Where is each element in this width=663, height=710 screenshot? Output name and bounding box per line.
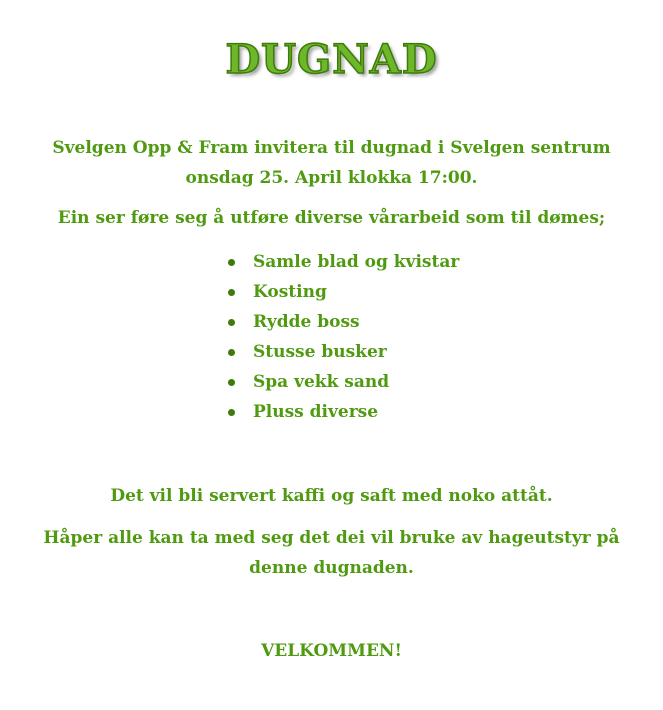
tasks-lead-text: Ein ser føre seg å utføre diverse vårarbeid som til dømes;	[57, 208, 606, 228]
equipment-text	[0, 523, 663, 583]
page-title: DUGNAD	[225, 36, 438, 83]
bullet-icon	[228, 349, 235, 356]
bullet-icon	[228, 319, 235, 326]
task-label: Spa vekk sand	[253, 372, 390, 392]
list-item	[228, 277, 459, 307]
invitation-text	[0, 133, 663, 193]
list-item	[228, 337, 459, 367]
list-item	[228, 367, 459, 397]
welcome-text: VELKOMMEN!	[261, 641, 402, 661]
task-label: Pluss diverse	[253, 402, 379, 422]
bullet-icon	[228, 379, 235, 386]
task-label: Rydde boss	[253, 312, 360, 332]
invitation-line-1: Svelgen Opp & Fram invitera til dugnad i Svelgen sentrum	[52, 138, 611, 158]
bullet-icon	[228, 259, 235, 266]
list-item	[228, 307, 459, 337]
list-item	[228, 247, 459, 277]
serving-text: Det vil bli servert kaffi og saft med noko attåt.	[110, 486, 553, 506]
bullet-icon	[228, 289, 235, 296]
equipment-line-2: denne dugnaden.	[249, 558, 414, 578]
invitation-line-2: onsdag 25. April klokka 17:00.	[185, 168, 478, 188]
task-label: Kosting	[253, 282, 327, 302]
task-label: Stusse busker	[253, 342, 387, 362]
list-item	[228, 397, 459, 427]
task-list	[228, 247, 459, 427]
bullet-icon	[228, 409, 235, 416]
equipment-line-1: Håper alle kan ta med seg det dei vil bruke av hageutstyr på	[43, 528, 620, 548]
task-label: Samle blad og kvistar	[253, 252, 460, 272]
